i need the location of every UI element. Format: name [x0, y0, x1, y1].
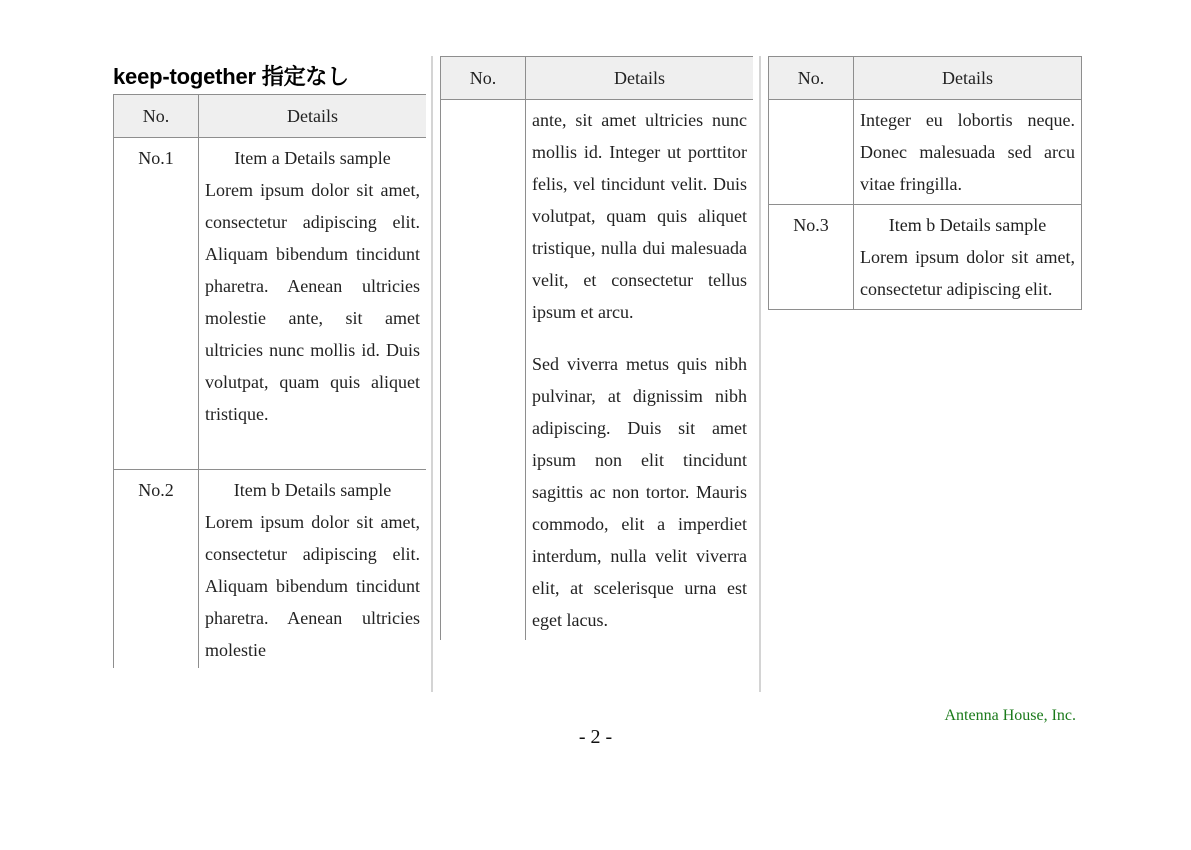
header-no: No. — [441, 57, 526, 100]
table-row — [114, 470, 427, 669]
company-name: Antenna House, Inc. — [944, 707, 1076, 724]
details-text: Lorem ipsum dolor sit amet, consectetur adipiscing elit. — [860, 247, 1075, 299]
row-number: No.1 — [114, 138, 199, 470]
row-details — [526, 100, 754, 641]
column-divider — [431, 56, 433, 692]
row-number: No.3 — [769, 205, 854, 310]
row-details — [199, 138, 427, 470]
details-table — [113, 94, 426, 668]
page-number: - 2 - — [578, 726, 613, 748]
header-details: Details — [526, 57, 754, 100]
details-table — [440, 56, 753, 640]
row-details — [854, 205, 1082, 310]
column-divider — [759, 56, 761, 692]
table-row — [769, 100, 1082, 205]
row-details — [199, 470, 427, 669]
header-details: Details — [854, 57, 1082, 100]
details-text: Integer eu lobortis neque. Donec malesuada sed arcu vitae fringilla. — [860, 110, 1075, 194]
row-number: No.2 — [114, 470, 199, 669]
details-table — [768, 56, 1082, 310]
table-row — [441, 100, 754, 641]
row-number — [769, 100, 854, 205]
table-row — [769, 205, 1082, 310]
row-details — [854, 100, 1082, 205]
header-no: No. — [114, 95, 199, 138]
details-text: Sed viverra metus quis nibh pulvinar, at dignissim nibh adipiscing. Duis sit amet ipsum non elit tincidunt sagittis ac non tortor. Mauris commodo, elit a imperdiet interdum, nulla velit viverra elit, at scelerisque urna est eget lacus. — [532, 354, 747, 630]
details-text: Lorem ipsum dolor sit amet, consectetur adipiscing elit. Aliquam bibendum tincidunt pharetra. Aenean ultricies molestie — [205, 512, 420, 660]
table-column-3 — [768, 56, 1081, 310]
details-heading: Item b Details sample — [888, 215, 1047, 235]
header-no: No. — [769, 57, 854, 100]
details-text: ante, sit amet ultricies nunc mollis id. Integer ut porttitor felis, vel tincidunt velit. Duis volutpat, quam quis aliquet tristique, nulla dui malesuada velit, et consectetur tellus ipsum et arcu. — [532, 110, 747, 322]
table-column-1 — [113, 94, 426, 668]
details-text: Lorem ipsum dolor sit amet, consectetur adipiscing elit. Aliquam bibendum tincidunt pharetra. Aenean ultricies molestie ante, sit amet ultricies nunc mollis id. Duis volutpat, quam quis aliquet tristique. — [205, 180, 420, 424]
row-number — [441, 100, 526, 641]
table-column-2 — [440, 56, 753, 664]
table-row — [114, 138, 427, 470]
header-details: Details — [199, 95, 427, 138]
page-title: keep-together 指定なし — [113, 64, 349, 89]
details-heading: Item a Details sample — [234, 148, 391, 168]
details-heading: Item b Details sample — [233, 480, 392, 500]
